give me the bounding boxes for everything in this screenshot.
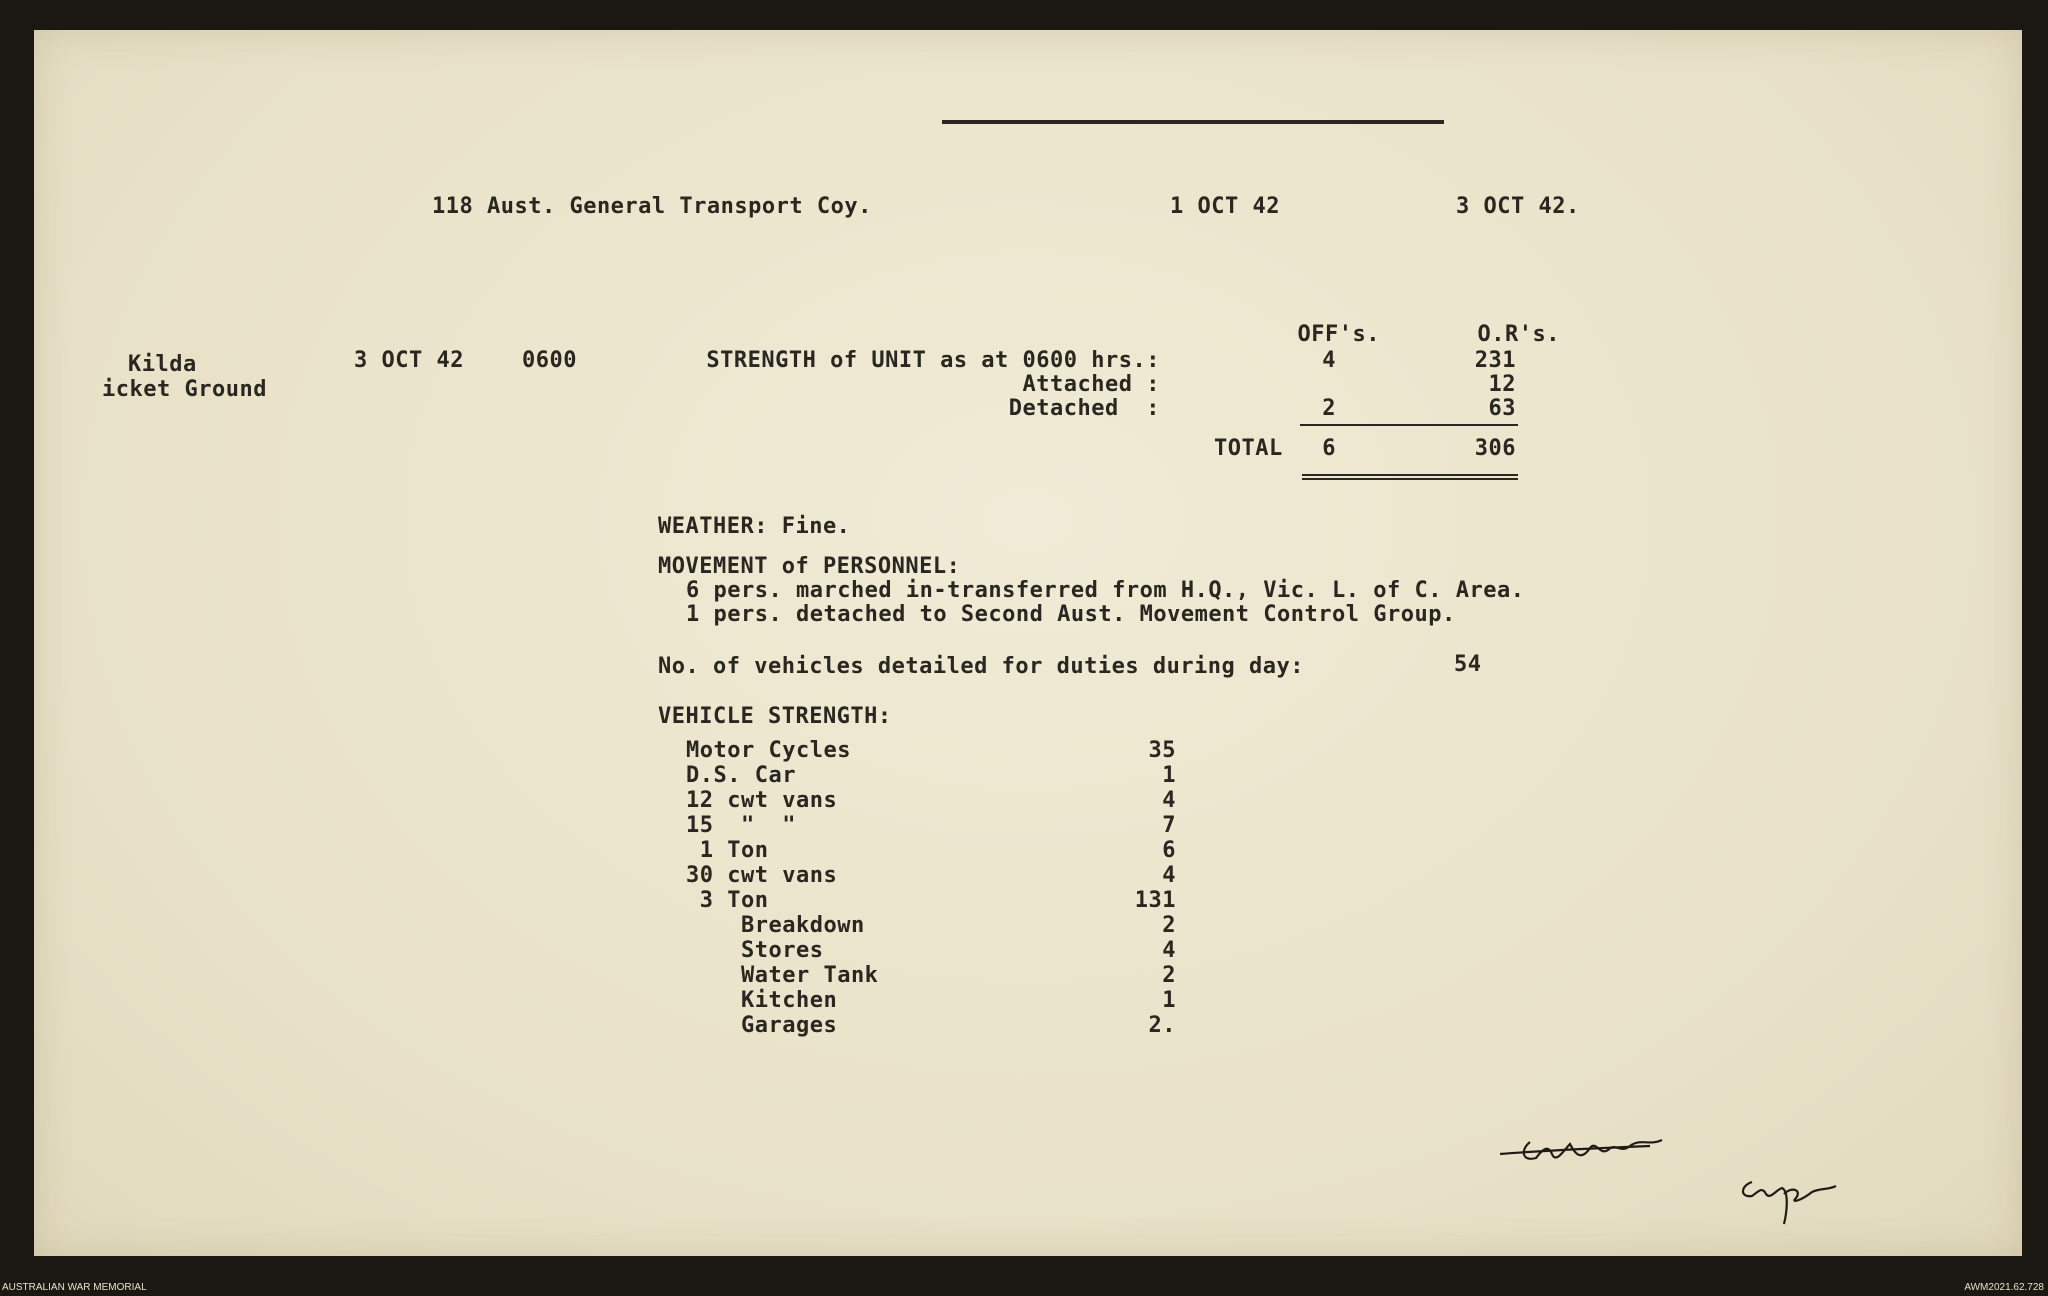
strength-row-offs: 4 — [1322, 348, 1336, 373]
vehicle-type-label: Breakdown — [686, 913, 865, 938]
attached-ors: 12 — [1488, 372, 1516, 397]
subtotal-rule — [1300, 424, 1518, 426]
vehicle-type-count: 7 — [1162, 813, 1176, 838]
footer-source: AUSTRALIAN WAR MEMORIAL — [2, 1282, 147, 1293]
attached-label: Attached : — [1022, 372, 1160, 397]
detached-offs: 2 — [1322, 396, 1336, 421]
document-page — [34, 30, 2022, 1256]
vehicle-type-count: 131 — [1134, 888, 1176, 913]
vehicle-type-label: 1 Ton — [686, 838, 769, 863]
weather-line: WEATHER: Fine. — [658, 514, 851, 539]
total-offs: 6 — [1322, 436, 1336, 461]
vehicle-type-label: Garages — [686, 1013, 838, 1038]
place-line-1: Kilda — [128, 352, 197, 377]
vehicle-strength-heading: VEHICLE STRENGTH: — [658, 704, 892, 729]
total-label: TOTAL — [1214, 436, 1283, 461]
vehicle-type-count: 35 — [1148, 738, 1176, 763]
vehicles-detailed-label: No. of vehicles detailed for duties during day: — [658, 654, 1305, 679]
vehicles-detailed-value: 54 — [1454, 652, 1482, 677]
vehicle-type-count: 2. — [1148, 1013, 1176, 1038]
vehicle-type-label: Water Tank — [686, 963, 879, 988]
total-ors: 306 — [1474, 436, 1516, 461]
vehicle-type-label: Kitchen — [686, 988, 838, 1013]
top-rule — [942, 120, 1444, 124]
vehicle-type-count: 6 — [1162, 838, 1176, 863]
vehicle-type-count: 1 — [1162, 763, 1176, 788]
vehicle-type-label: Motor Cycles — [686, 738, 851, 763]
date-to: 3 OCT 42. — [1456, 194, 1580, 219]
detached-ors: 63 — [1488, 396, 1516, 421]
movement-line: 6 pers. marched in-transferred from H.Q., Vic. L. of C. Area. — [686, 578, 1525, 603]
date-from: 1 OCT 42 — [1170, 194, 1280, 219]
vehicle-type-count: 2 — [1162, 963, 1176, 988]
vehicle-type-count: 4 — [1162, 938, 1176, 963]
place-line-2: icket Ground — [102, 377, 267, 402]
vehicle-type-label: 15 " " — [686, 813, 796, 838]
col-header-offs: OFF's. — [1297, 322, 1380, 347]
vehicle-type-label: 30 cwt vans — [686, 863, 838, 888]
strength-row-ors: 231 — [1474, 348, 1516, 373]
strength-row-label: STRENGTH of UNIT as at 0600 hrs.: — [706, 348, 1160, 373]
total-double-rule-1 — [1302, 474, 1518, 476]
vehicle-type-count: 1 — [1162, 988, 1176, 1013]
movement-heading: MOVEMENT of PERSONNEL: — [658, 554, 961, 579]
entry-date: 3 OCT 42 — [354, 348, 464, 373]
vehicle-type-count: 4 — [1162, 788, 1176, 813]
col-header-ors: O.R's. — [1477, 322, 1560, 347]
unit-name: 118 Aust. General Transport Coy. — [432, 194, 872, 219]
vehicle-type-label: 3 Ton — [686, 888, 769, 913]
movement-line: 1 pers. detached to Second Aust. Movement Control Group. — [686, 602, 1456, 627]
vehicle-type-count: 2 — [1162, 913, 1176, 938]
vehicle-type-label: D.S. Car — [686, 763, 796, 788]
vehicle-type-label: Stores — [686, 938, 824, 963]
vehicle-type-count: 4 — [1162, 863, 1176, 888]
vehicle-type-label: 12 cwt vans — [686, 788, 838, 813]
entry-time: 0600 — [522, 348, 577, 373]
detached-label: Detached : — [1008, 396, 1160, 421]
total-double-rule-2 — [1302, 478, 1518, 480]
footer-accession: AWM2021.62.728 — [1964, 1282, 2044, 1293]
handwritten-signature — [1490, 1120, 1890, 1230]
